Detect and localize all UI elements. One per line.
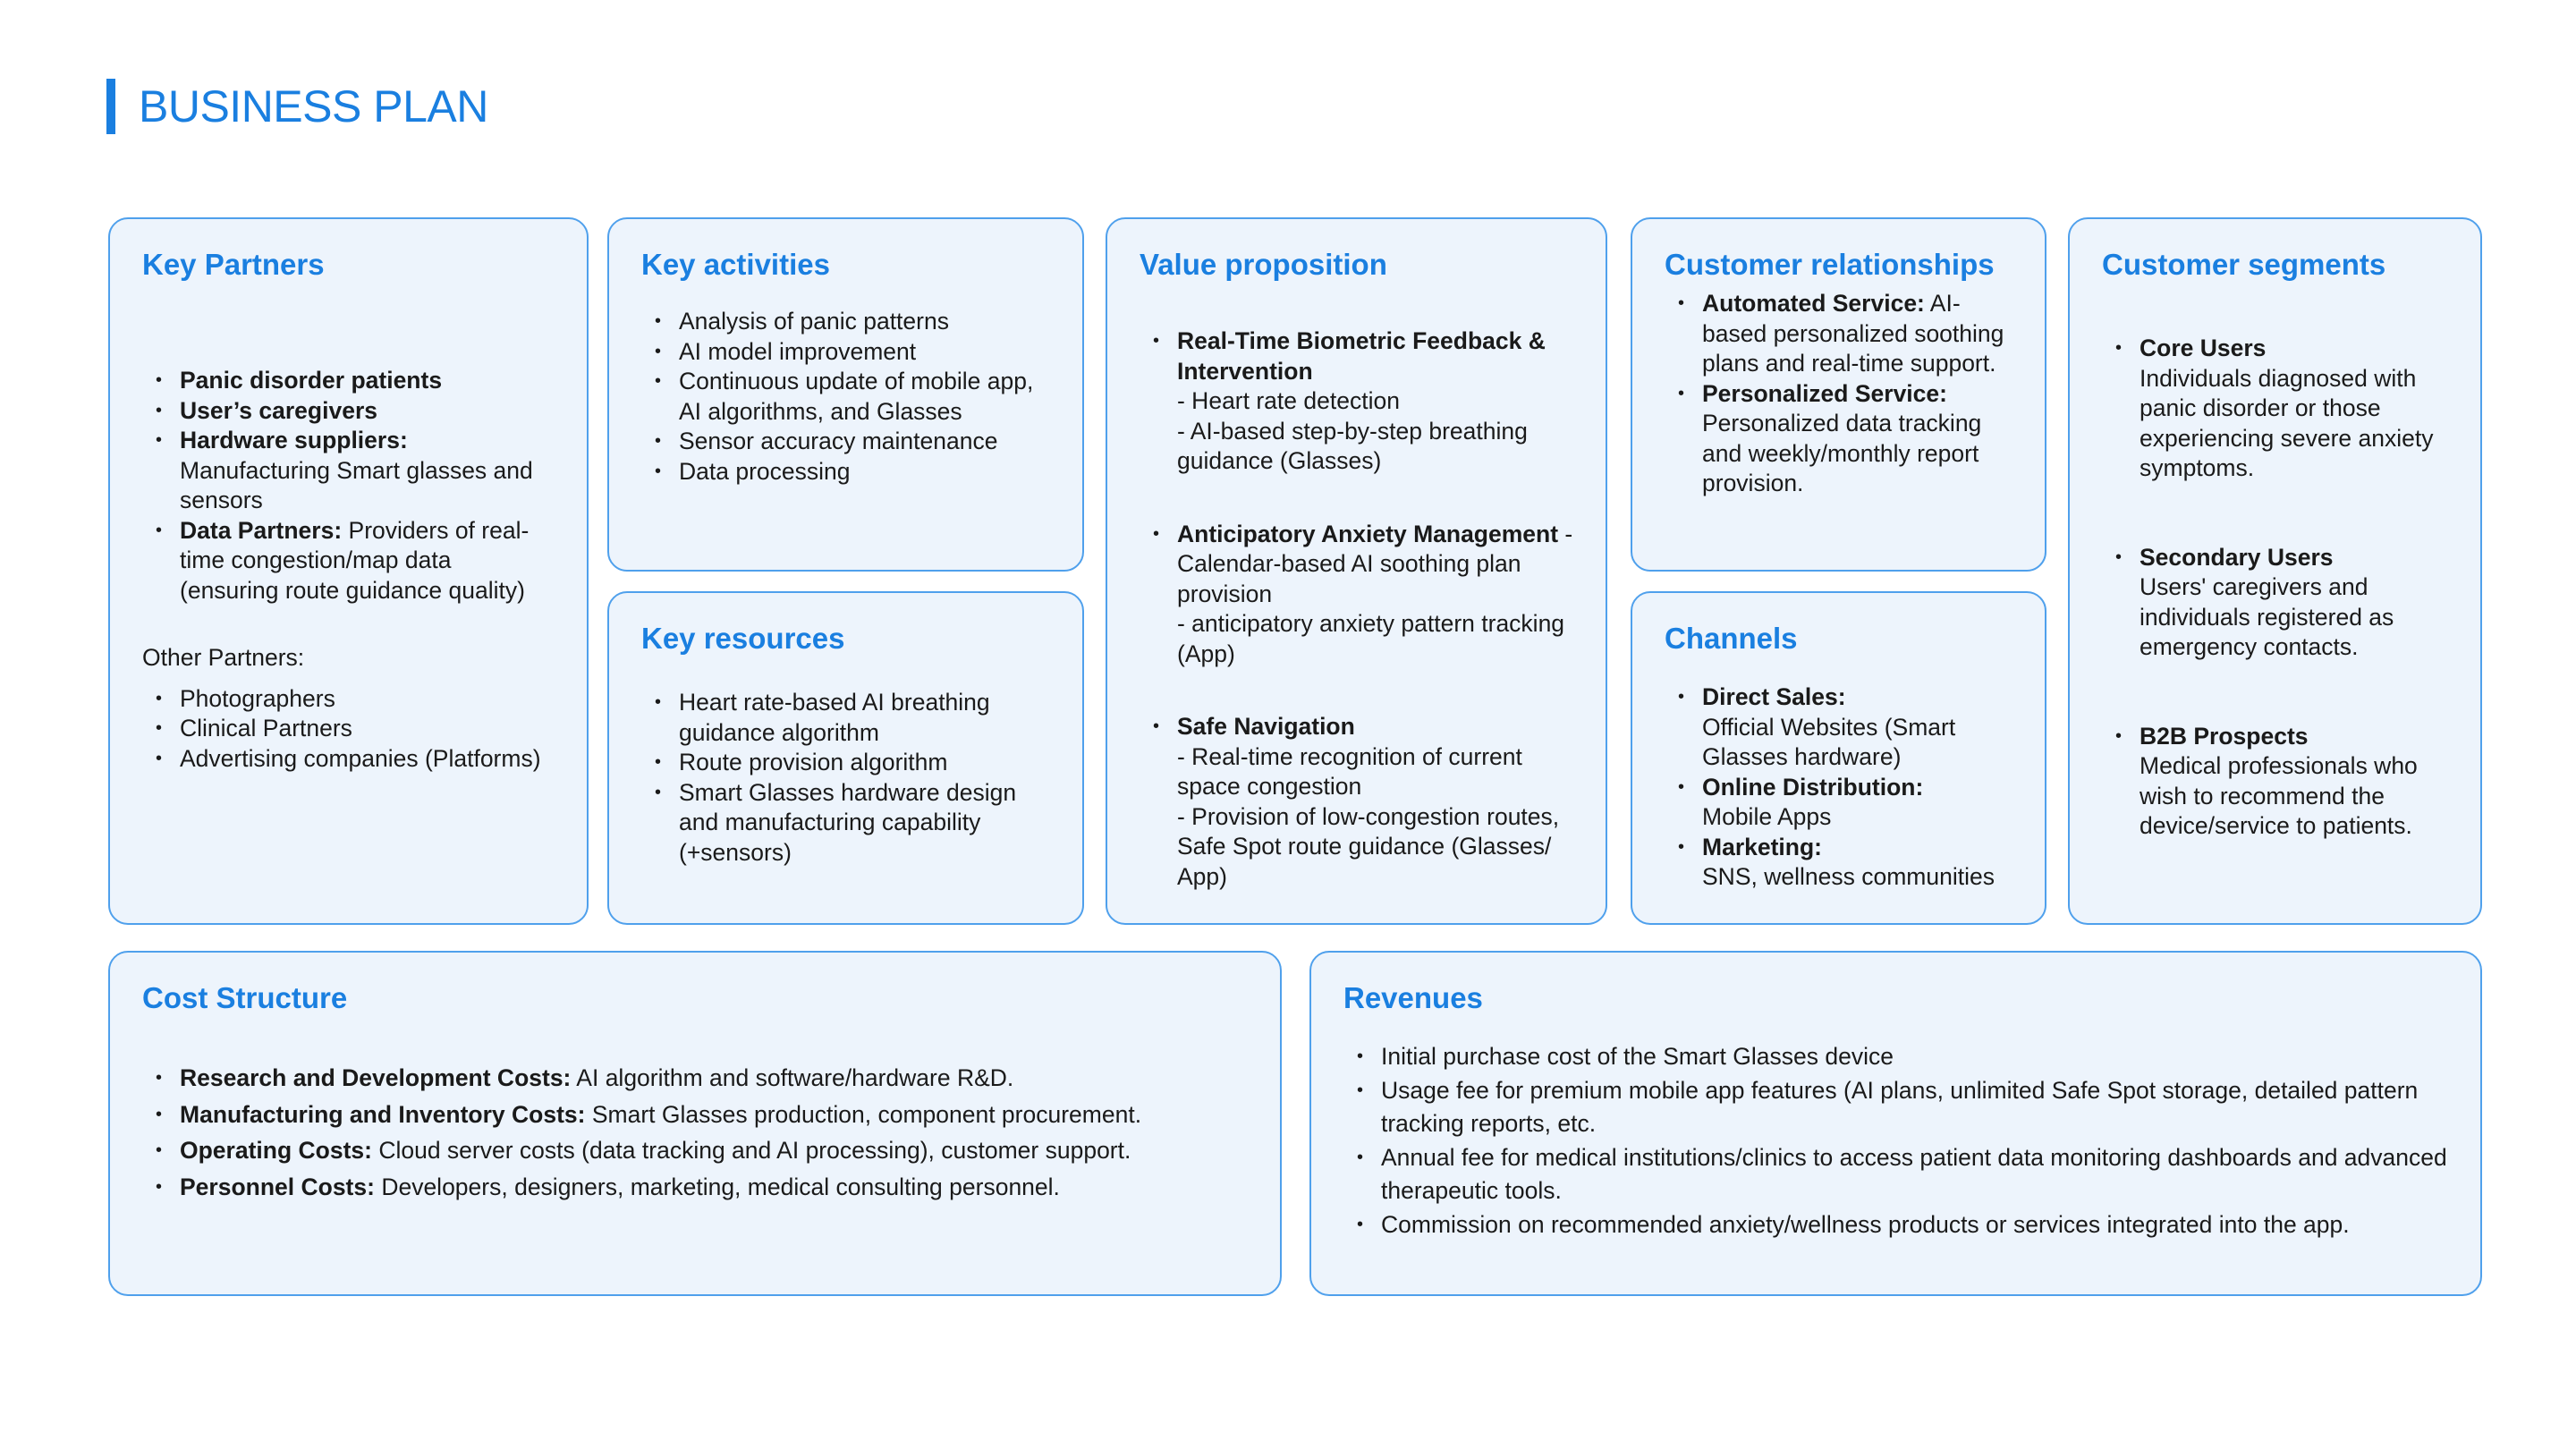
cost-structure-card	[108, 951, 1282, 1296]
list-item: • Manufacturing and Inventory Costs: Smart Glasses production, component procurement.	[142, 1097, 1248, 1133]
customer-relationships-list	[1665, 289, 2012, 499]
list-item: • AI model improvement	[641, 337, 1050, 368]
cost-structure-list	[142, 1060, 1248, 1205]
list-item: • Advertising companies (Platforms)	[142, 744, 555, 775]
list-item: • Data processing	[641, 457, 1050, 487]
channels-title: Channels	[1665, 622, 1798, 655]
list-item: • Photographers	[142, 684, 555, 715]
list-item: • Secondary Users Users' caregivers and individuals registered as emergency contacts.	[2102, 543, 2448, 663]
list-item: • Panic disorder patients	[142, 366, 555, 396]
list-item: • Data Partners: Providers of real-time congestion/map data (ensuring route guidance quality)	[142, 516, 555, 606]
key-activities-list	[641, 307, 1050, 487]
value-proposition-list	[1140, 326, 1573, 892]
list-item: • Annual fee for medical institutions/clinics to access patient data monitoring dashboards and advanced therapeutic tools.	[1343, 1141, 2448, 1208]
list-item: • Automated Service: AI-based personalized soothing plans and real-time support.	[1665, 289, 2012, 379]
list-item: • Hardware suppliers: Manufacturing Smart glasses and sensors	[142, 426, 555, 516]
list-item: • Operating Costs: Cloud server costs (data tracking and AI processing), customer support.	[142, 1132, 1248, 1169]
list-item: • Analysis of panic patterns	[641, 307, 1050, 337]
list-item: • Continuous update of mobile app, AI algorithms, and Glasses	[641, 367, 1050, 427]
key-resources-list	[641, 688, 1050, 868]
list-item: • Personnel Costs: Developers, designers, marketing, medical consulting personnel.	[142, 1169, 1248, 1206]
customer-segments-card	[2068, 217, 2482, 925]
key-activities-title: Key activities	[641, 248, 830, 281]
list-item: • Real-Time Biometric Feedback & Intervention - Heart rate detection - AI-based step-by-step breathing guidance (Glasses)	[1140, 326, 1573, 477]
key-partners-card	[108, 217, 589, 925]
value-proposition-title: Value proposition	[1140, 248, 1387, 281]
key-resources-card	[607, 591, 1084, 925]
list-item: • Anticipatory Anxiety Management - Calendar-based AI soothing plan provision - anticipatory anxiety pattern tracking (App)	[1140, 520, 1573, 670]
list-item: • Core Users Individuals diagnosed with panic disorder or those experiencing severe anxiety symptoms.	[2102, 334, 2448, 484]
list-item: • Personalized Service: Personalized data tracking and weekly/monthly report provision.	[1665, 379, 2012, 499]
revenues-list	[1343, 1040, 2448, 1241]
list-item: • Usage fee for premium mobile app features (AI plans, unlimited Safe Spot storage, detailed pattern tracking reports, etc.	[1343, 1074, 2448, 1141]
list-item: • Smart Glasses hardware design and manufacturing capability (+sensors)	[641, 778, 1050, 869]
list-item: • User’s caregivers	[142, 396, 555, 427]
cost-structure-title: Cost Structure	[142, 981, 348, 1014]
customer-relationships-title: Customer relationships	[1665, 248, 1995, 281]
key-activities-card	[607, 217, 1084, 572]
list-item: • Route provision algorithm	[641, 748, 1050, 778]
channels-card	[1631, 591, 2046, 925]
key-resources-title: Key resources	[641, 622, 845, 655]
list-item: • Direct Sales: Official Websites (Smart Glasses hardware)	[1665, 682, 2012, 773]
customer-relationships-card	[1631, 217, 2046, 572]
list-item: • Safe Navigation - Real-time recognition of current space congestion - Provision of low-congestion routes, Safe Spot route guidance (Glasses/ App)	[1140, 712, 1573, 892]
key-partners-list	[142, 366, 555, 606]
revenues-title: Revenues	[1343, 981, 1483, 1014]
customer-segments-title: Customer segments	[2102, 248, 2386, 281]
key-partners-title: Key Partners	[142, 248, 325, 281]
list-item: • Online Distribution: Mobile Apps	[1665, 773, 2012, 833]
value-proposition-card	[1106, 217, 1607, 925]
channels-list	[1665, 682, 2012, 893]
list-item: • B2B Prospects Medical professionals who wish to recommend the device/service to patients.	[2102, 722, 2448, 842]
list-item: • Commission on recommended anxiety/wellness products or services integrated into the app.	[1343, 1208, 2448, 1242]
list-item: • Marketing: SNS, wellness communities	[1665, 833, 2012, 893]
other-partners-list	[142, 684, 555, 775]
list-item: • Research and Development Costs: AI algorithm and software/hardware R&D.	[142, 1060, 1248, 1097]
customer-segments-list	[2102, 334, 2448, 842]
list-item: • Heart rate-based AI breathing guidance algorithm	[641, 688, 1050, 748]
list-item: • Initial purchase cost of the Smart Glasses device	[1343, 1040, 2448, 1074]
page-title: BUSINESS PLAN	[139, 81, 488, 131]
title-accent-bar	[106, 79, 115, 134]
other-partners-label: Other Partners:	[142, 644, 305, 671]
list-item: • Sensor accuracy maintenance	[641, 427, 1050, 457]
list-item: • Clinical Partners	[142, 714, 555, 744]
revenues-card	[1309, 951, 2482, 1296]
